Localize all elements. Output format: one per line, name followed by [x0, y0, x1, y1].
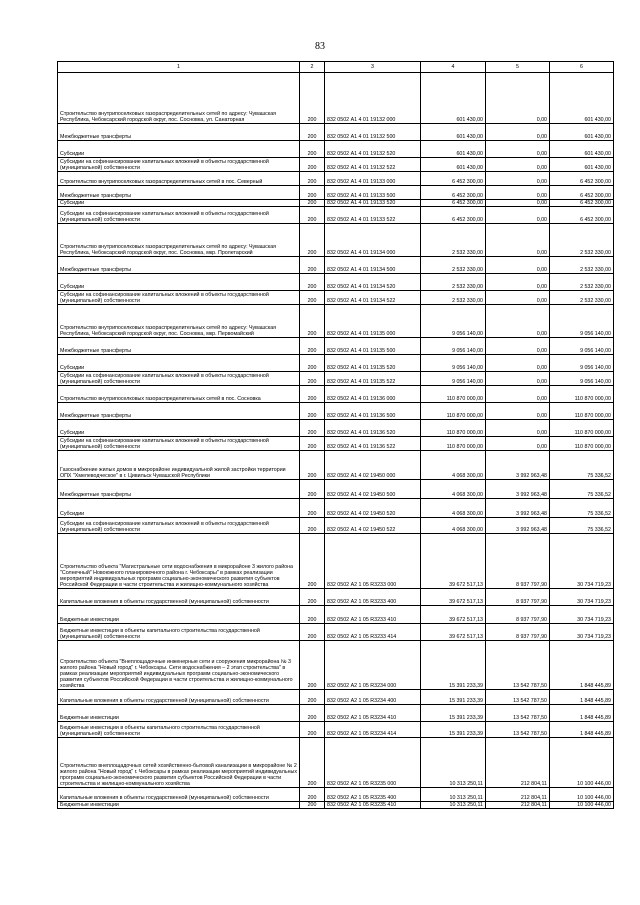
row-amount-spent-cell: 3 992 963,48: [486, 451, 550, 480]
row-amount-total-cell: 601 430,00: [421, 141, 486, 158]
row-reference-cell: 200: [300, 141, 325, 158]
row-amount-balance-cell: 30 734 719,23: [550, 534, 614, 589]
row-amount-total-cell: 10 313 250,11: [421, 788, 486, 802]
row-reference-cell: 200: [300, 437, 325, 451]
row-amount-spent-cell: 212 804,11: [486, 788, 550, 802]
row-code-cell: 832 0502 А2 1 05 R3233 400: [325, 589, 421, 606]
row-amount-total-cell: 39 672 517,13: [421, 606, 486, 624]
row-amount-balance-cell: 6 452 300,00: [550, 186, 614, 200]
table-row: [58, 403, 614, 420]
row-amount-total-cell: 6 452 300,00: [421, 200, 486, 207]
column-header-3: 3: [325, 62, 421, 73]
row-code-cell: 832 0502 А1 4 01 19132 000: [325, 73, 421, 124]
table-row: [58, 534, 614, 589]
row-amount-balance-cell: 2 532 330,00: [550, 224, 614, 257]
row-code-cell: 832 0502 А1 4 02 19450 500: [325, 480, 421, 499]
row-reference-cell: 200: [300, 200, 325, 207]
row-code-cell: 832 0502 А2 1 05 R3234 414: [325, 722, 421, 738]
row-amount-spent-cell: 0,00: [486, 420, 550, 437]
table-row: [58, 274, 614, 291]
row-name-cell: Газоснабжение жилых домов в микрорайоне индивидуальной жилой застройки территории ОПХ "Хмелеводческое" в г. Цивильск Чувашской Республики: [58, 451, 300, 480]
table-row: [58, 641, 614, 690]
row-amount-balance-cell: 2 532 330,00: [550, 291, 614, 305]
table-row: [58, 386, 614, 403]
row-code-cell: 832 0502 А1 4 01 19132 522: [325, 158, 421, 172]
table-row: [58, 73, 614, 124]
table-body: [58, 73, 614, 809]
row-code-cell: 832 0502 А1 4 01 19134 520: [325, 274, 421, 291]
row-code-cell: 832 0502 А1 4 01 19136 000: [325, 386, 421, 403]
row-code-cell: 832 0502 А2 1 05 R3235 400: [325, 788, 421, 802]
row-amount-balance-cell: 601 430,00: [550, 141, 614, 158]
row-name-cell: Межбюджетные трансферты: [58, 257, 300, 274]
row-name-cell: Строительство объекта "Магистральные сети водоснабжения в микрорайоне 3 жилого района "Солнечный" Новоюжного планировочного района г. Чебоксары" в рамках реализации мероприятий индивидуальных программ социально-экономического развития субъектов Российской Федерации в части строительства и жилищно-коммунального хозяйства: [58, 534, 300, 589]
row-name-cell: Капитальные вложения в объекты государственной (муниципальной) собственности: [58, 690, 300, 705]
row-amount-spent-cell: 0,00: [486, 338, 550, 355]
row-code-cell: 832 0502 А1 4 01 19133 522: [325, 207, 421, 224]
row-amount-spent-cell: 8 937 797,90: [486, 624, 550, 641]
row-amount-spent-cell: 13 542 787,50: [486, 705, 550, 722]
row-amount-balance-cell: 110 870 000,00: [550, 437, 614, 451]
row-amount-spent-cell: 0,00: [486, 172, 550, 186]
row-amount-spent-cell: 0,00: [486, 73, 550, 124]
row-code-cell: 832 0502 А1 4 01 19135 000: [325, 305, 421, 338]
row-reference-cell: 200: [300, 386, 325, 403]
row-reference-cell: 200: [300, 802, 325, 809]
row-code-cell: 832 0502 А2 1 05 R3234 000: [325, 641, 421, 690]
table-row: [58, 158, 614, 172]
row-amount-total-cell: 6 452 300,00: [421, 186, 486, 200]
row-amount-spent-cell: 0,00: [486, 274, 550, 291]
row-name-cell: Бюджетные инвестиции в объекты капитального строительства государственной (муниципальной) собственности: [58, 722, 300, 738]
row-amount-total-cell: 15 391 233,39: [421, 705, 486, 722]
row-code-cell: 832 0502 А1 4 02 19450 000: [325, 451, 421, 480]
row-reference-cell: 200: [300, 186, 325, 200]
row-amount-spent-cell: 0,00: [486, 124, 550, 141]
row-name-cell: Бюджетные инвестиции: [58, 606, 300, 624]
row-amount-total-cell: 2 532 330,00: [421, 257, 486, 274]
row-code-cell: 832 0502 А2 1 05 R3234 410: [325, 705, 421, 722]
row-amount-spent-cell: 13 542 787,50: [486, 690, 550, 705]
row-amount-balance-cell: 110 870 000,00: [550, 420, 614, 437]
row-code-cell: 832 0502 А1 4 01 19133 520: [325, 200, 421, 207]
row-reference-cell: 200: [300, 788, 325, 802]
row-name-cell: Субсидии: [58, 274, 300, 291]
table-row: [58, 624, 614, 641]
row-amount-spent-cell: 3 992 963,48: [486, 480, 550, 499]
row-name-cell: Строительство внеплощадочных сетей хозяйственно-бытовой канализации в микрорайоне № 2 жилого района "Новый город" г. Чебоксары в рамках реализации мероприятий индивидуальных программ социально-экономического развития субъектов Российской Федерации в части строительства и жилищно-коммунального хозяйства: [58, 738, 300, 788]
row-name-cell: Субсидии на софинансирование капитальных вложений в объекты государственной (муниципальной) собственности: [58, 291, 300, 305]
row-amount-total-cell: 39 672 517,13: [421, 534, 486, 589]
table-header-row: [58, 62, 614, 73]
row-reference-cell: 200: [300, 305, 325, 338]
table-row: [58, 722, 614, 738]
row-amount-spent-cell: 0,00: [486, 305, 550, 338]
row-amount-spent-cell: 13 542 787,50: [486, 722, 550, 738]
table-row: [58, 141, 614, 158]
row-name-cell: Строительство объекта "Внеплощадочные инженерные сети и сооружения микрорайона № 3 жилого района "Новый город" г. Чебоксары. Сети водоснабжения – 2 этап строительства" в рамках реализации мероприятий индивидуальных программ социально-экономического развития субъектов Российской Федерации в части строительства и жилищно-коммунального хозяйства: [58, 641, 300, 690]
row-name-cell: Строительство внутрипоселковых газораспределительных сетей по адресу: Чувашская Республика, Чебоксарский городской округ, пос. Сосновка, мкр. Первомайский: [58, 305, 300, 338]
row-reference-cell: 200: [300, 534, 325, 589]
row-amount-balance-cell: 2 532 330,00: [550, 274, 614, 291]
row-name-cell: Строительство внутрипоселковых газораспределительных сетей по адресу: Чувашская Республика, Чебоксарский городской округ, пос. Сосновка, мкр. Пролетарский: [58, 224, 300, 257]
row-reference-cell: 200: [300, 480, 325, 499]
table-row: [58, 451, 614, 480]
row-amount-spent-cell: 212 804,11: [486, 738, 550, 788]
column-header-6: 6: [550, 62, 614, 73]
row-amount-balance-cell: 75 336,52: [550, 480, 614, 499]
row-reference-cell: 200: [300, 451, 325, 480]
table-row: [58, 372, 614, 386]
row-amount-total-cell: 15 391 233,39: [421, 690, 486, 705]
row-amount-total-cell: 2 532 330,00: [421, 291, 486, 305]
row-code-cell: 832 0502 А1 4 02 19450 522: [325, 518, 421, 534]
table-row: [58, 499, 614, 518]
row-amount-spent-cell: 0,00: [486, 186, 550, 200]
table-row: [58, 124, 614, 141]
row-reference-cell: 200: [300, 73, 325, 124]
row-amount-spent-cell: 0,00: [486, 207, 550, 224]
row-amount-total-cell: 39 672 517,13: [421, 589, 486, 606]
row-code-cell: 832 0502 А2 1 05 R3234 400: [325, 690, 421, 705]
row-reference-cell: 200: [300, 722, 325, 738]
row-amount-total-cell: 15 391 233,39: [421, 641, 486, 690]
row-reference-cell: 200: [300, 403, 325, 420]
table-row: [58, 690, 614, 705]
row-code-cell: 832 0502 А2 1 05 R3235 000: [325, 738, 421, 788]
table-row: [58, 207, 614, 224]
row-amount-total-cell: 9 056 140,00: [421, 372, 486, 386]
row-amount-balance-cell: 75 336,52: [550, 499, 614, 518]
row-amount-total-cell: 10 313 250,11: [421, 738, 486, 788]
table-row: [58, 291, 614, 305]
table-row: [58, 480, 614, 499]
row-name-cell: Межбюджетные трансферты: [58, 124, 300, 141]
row-amount-balance-cell: 601 430,00: [550, 73, 614, 124]
row-amount-total-cell: 9 056 140,00: [421, 355, 486, 372]
row-amount-total-cell: 15 391 233,39: [421, 722, 486, 738]
row-reference-cell: 200: [300, 355, 325, 372]
table-row: [58, 802, 614, 809]
row-code-cell: 832 0502 А1 4 01 19132 500: [325, 124, 421, 141]
row-code-cell: 832 0502 А1 4 01 19136 520: [325, 420, 421, 437]
row-amount-balance-cell: 1 848 445,89: [550, 690, 614, 705]
budget-table: [57, 61, 614, 809]
row-code-cell: 832 0502 А2 1 05 R3235 410: [325, 802, 421, 809]
row-reference-cell: 200: [300, 291, 325, 305]
row-amount-spent-cell: 8 937 797,90: [486, 589, 550, 606]
row-amount-balance-cell: 6 452 300,00: [550, 200, 614, 207]
row-amount-balance-cell: 10 100 446,00: [550, 788, 614, 802]
row-reference-cell: 200: [300, 589, 325, 606]
row-name-cell: Субсидии на софинансирование капитальных вложений в объекты государственной (муниципальной) собственности: [58, 372, 300, 386]
row-reference-cell: 200: [300, 606, 325, 624]
row-reference-cell: 200: [300, 224, 325, 257]
row-amount-balance-cell: 9 056 140,00: [550, 305, 614, 338]
row-amount-total-cell: 4 068 300,00: [421, 499, 486, 518]
row-amount-balance-cell: 9 056 140,00: [550, 372, 614, 386]
row-amount-balance-cell: 9 056 140,00: [550, 355, 614, 372]
row-amount-total-cell: 39 672 517,13: [421, 624, 486, 641]
row-amount-spent-cell: 13 542 787,50: [486, 641, 550, 690]
row-code-cell: 832 0502 А1 4 01 19134 522: [325, 291, 421, 305]
row-amount-total-cell: 110 870 000,00: [421, 403, 486, 420]
row-name-cell: Строительство внутрипоселковых газораспределительных сетей по адресу: Чувашская Республика, Чебоксарский городской округ, пос. Сосновка, ул. Санаторная: [58, 73, 300, 124]
row-amount-spent-cell: 0,00: [486, 200, 550, 207]
table-row: [58, 200, 614, 207]
row-amount-total-cell: 4 068 300,00: [421, 480, 486, 499]
row-name-cell: Межбюджетные трансферты: [58, 186, 300, 200]
table-row: [58, 305, 614, 338]
row-code-cell: 832 0502 А1 4 01 19134 000: [325, 224, 421, 257]
column-header-4: 4: [421, 62, 486, 73]
row-code-cell: 832 0502 А1 4 01 19135 500: [325, 338, 421, 355]
table-row: [58, 518, 614, 534]
row-amount-spent-cell: 0,00: [486, 386, 550, 403]
row-code-cell: 832 0502 А1 4 01 19136 522: [325, 437, 421, 451]
row-amount-total-cell: 4 068 300,00: [421, 518, 486, 534]
row-amount-total-cell: 2 532 330,00: [421, 274, 486, 291]
row-code-cell: 832 0502 А2 1 05 R3233 410: [325, 606, 421, 624]
table-row: [58, 257, 614, 274]
row-amount-total-cell: 110 870 000,00: [421, 437, 486, 451]
table-row: [58, 606, 614, 624]
row-name-cell: Строительство внутрипоселковых газораспределительных сетей в пос. Северный: [58, 172, 300, 186]
row-amount-spent-cell: 0,00: [486, 158, 550, 172]
row-name-cell: Межбюджетные трансферты: [58, 403, 300, 420]
row-amount-balance-cell: 30 734 719,23: [550, 624, 614, 641]
row-name-cell: Субсидии на софинансирование капитальных вложений в объекты государственной (муниципальной) собственности: [58, 437, 300, 451]
row-amount-spent-cell: 3 992 963,48: [486, 499, 550, 518]
row-name-cell: Субсидии: [58, 355, 300, 372]
table-row: [58, 589, 614, 606]
table-row: [58, 172, 614, 186]
row-amount-spent-cell: 8 937 797,90: [486, 606, 550, 624]
row-amount-spent-cell: 8 937 797,90: [486, 534, 550, 589]
row-name-cell: Бюджетные инвестиции в объекты капитального строительства государственной (муниципальной) собственности: [58, 624, 300, 641]
row-name-cell: Капитальные вложения в объекты государственной (муниципальной) собственности: [58, 788, 300, 802]
row-code-cell: 832 0502 А1 4 01 19136 500: [325, 403, 421, 420]
row-code-cell: 832 0502 А1 4 01 19133 500: [325, 186, 421, 200]
row-code-cell: 832 0502 А2 1 05 R3233 414: [325, 624, 421, 641]
row-amount-total-cell: 601 430,00: [421, 124, 486, 141]
table-row: [58, 355, 614, 372]
row-amount-spent-cell: 0,00: [486, 437, 550, 451]
row-amount-balance-cell: 75 336,52: [550, 451, 614, 480]
row-reference-cell: 200: [300, 372, 325, 386]
row-reference-cell: 200: [300, 499, 325, 518]
row-reference-cell: 200: [300, 624, 325, 641]
table-row: [58, 705, 614, 722]
row-code-cell: 832 0502 А2 1 05 R3233 000: [325, 534, 421, 589]
row-reference-cell: 200: [300, 641, 325, 690]
row-amount-total-cell: 601 430,00: [421, 73, 486, 124]
row-amount-balance-cell: 601 430,00: [550, 158, 614, 172]
row-name-cell: Субсидии: [58, 141, 300, 158]
row-reference-cell: 200: [300, 124, 325, 141]
row-amount-total-cell: 6 452 300,00: [421, 172, 486, 186]
row-name-cell: Бюджетные инвестиции: [58, 705, 300, 722]
row-amount-spent-cell: 0,00: [486, 403, 550, 420]
table-row: [58, 738, 614, 788]
row-code-cell: 832 0502 А1 4 01 19135 522: [325, 372, 421, 386]
row-amount-total-cell: 9 056 140,00: [421, 305, 486, 338]
row-reference-cell: 200: [300, 158, 325, 172]
row-code-cell: 832 0502 А1 4 02 19450 520: [325, 499, 421, 518]
row-name-cell: Межбюджетные трансферты: [58, 338, 300, 355]
row-amount-balance-cell: 1 848 445,89: [550, 705, 614, 722]
row-amount-spent-cell: 0,00: [486, 257, 550, 274]
row-code-cell: 832 0502 А1 4 01 19134 500: [325, 257, 421, 274]
row-amount-total-cell: 2 532 330,00: [421, 224, 486, 257]
row-amount-balance-cell: 1 848 445,89: [550, 722, 614, 738]
row-amount-spent-cell: 0,00: [486, 141, 550, 158]
row-reference-cell: 200: [300, 338, 325, 355]
row-code-cell: 832 0502 А1 4 01 19135 520: [325, 355, 421, 372]
table-row: [58, 420, 614, 437]
row-amount-balance-cell: 110 870 000,00: [550, 386, 614, 403]
row-reference-cell: 200: [300, 257, 325, 274]
table-row: [58, 224, 614, 257]
row-amount-total-cell: 4 068 300,00: [421, 451, 486, 480]
row-amount-balance-cell: 6 452 300,00: [550, 172, 614, 186]
row-name-cell: Субсидии на софинансирование капитальных вложений в объекты государственной (муниципальной) собственности: [58, 207, 300, 224]
row-amount-balance-cell: 75 336,52: [550, 518, 614, 534]
row-reference-cell: 200: [300, 274, 325, 291]
row-amount-spent-cell: 0,00: [486, 224, 550, 257]
row-amount-total-cell: 10 313 250,11: [421, 802, 486, 809]
row-amount-balance-cell: 9 056 140,00: [550, 338, 614, 355]
row-name-cell: Субсидии: [58, 420, 300, 437]
row-amount-spent-cell: 0,00: [486, 372, 550, 386]
row-amount-balance-cell: 10 100 446,00: [550, 738, 614, 788]
row-amount-balance-cell: 110 870 000,00: [550, 403, 614, 420]
row-amount-spent-cell: 0,00: [486, 291, 550, 305]
row-amount-total-cell: 110 870 000,00: [421, 420, 486, 437]
row-reference-cell: 200: [300, 518, 325, 534]
row-amount-total-cell: 9 056 140,00: [421, 338, 486, 355]
row-code-cell: 832 0502 А1 4 01 19132 520: [325, 141, 421, 158]
row-name-cell: Капитальные вложения в объекты государственной (муниципальной) собственности: [58, 589, 300, 606]
row-name-cell: Межбюджетные трансферты: [58, 480, 300, 499]
row-code-cell: 832 0502 А1 4 01 19133 000: [325, 172, 421, 186]
row-amount-balance-cell: 30 734 719,23: [550, 589, 614, 606]
column-header-5: 5: [486, 62, 550, 73]
row-reference-cell: 200: [300, 207, 325, 224]
row-name-cell: Бюджетные инвестиции: [58, 802, 300, 809]
page-number: 83: [315, 41, 325, 52]
row-amount-balance-cell: 1 848 445,89: [550, 641, 614, 690]
row-amount-spent-cell: 3 992 963,48: [486, 518, 550, 534]
table-row: [58, 788, 614, 802]
row-amount-total-cell: 6 452 300,00: [421, 207, 486, 224]
row-reference-cell: 200: [300, 420, 325, 437]
row-name-cell: Субсидии на софинансирование капитальных вложений в объекты государственной (муниципальной) собственности: [58, 158, 300, 172]
row-name-cell: Субсидии: [58, 200, 300, 207]
table-row: [58, 338, 614, 355]
table-row: [58, 437, 614, 451]
table-row: [58, 186, 614, 200]
column-header-1: 1: [58, 62, 300, 73]
row-reference-cell: 200: [300, 690, 325, 705]
row-amount-balance-cell: 10 100 446,00: [550, 802, 614, 809]
row-name-cell: Субсидии на софинансирование капитальных вложений в объекты государственной (муниципальной) собственности: [58, 518, 300, 534]
row-amount-balance-cell: 30 734 719,23: [550, 606, 614, 624]
row-reference-cell: 200: [300, 705, 325, 722]
row-amount-spent-cell: 0,00: [486, 355, 550, 372]
row-reference-cell: 200: [300, 172, 325, 186]
row-amount-balance-cell: 6 452 300,00: [550, 207, 614, 224]
row-amount-balance-cell: 2 532 330,00: [550, 257, 614, 274]
row-reference-cell: 200: [300, 738, 325, 788]
row-amount-balance-cell: 601 430,00: [550, 124, 614, 141]
row-name-cell: Субсидии: [58, 499, 300, 518]
column-header-2: 2: [300, 62, 325, 73]
row-amount-total-cell: 110 870 000,00: [421, 386, 486, 403]
row-name-cell: Строительство внутрипоселковых газораспределительных сетей в пос. Сосновка: [58, 386, 300, 403]
row-amount-total-cell: 601 430,00: [421, 158, 486, 172]
row-amount-spent-cell: 212 804,11: [486, 802, 550, 809]
